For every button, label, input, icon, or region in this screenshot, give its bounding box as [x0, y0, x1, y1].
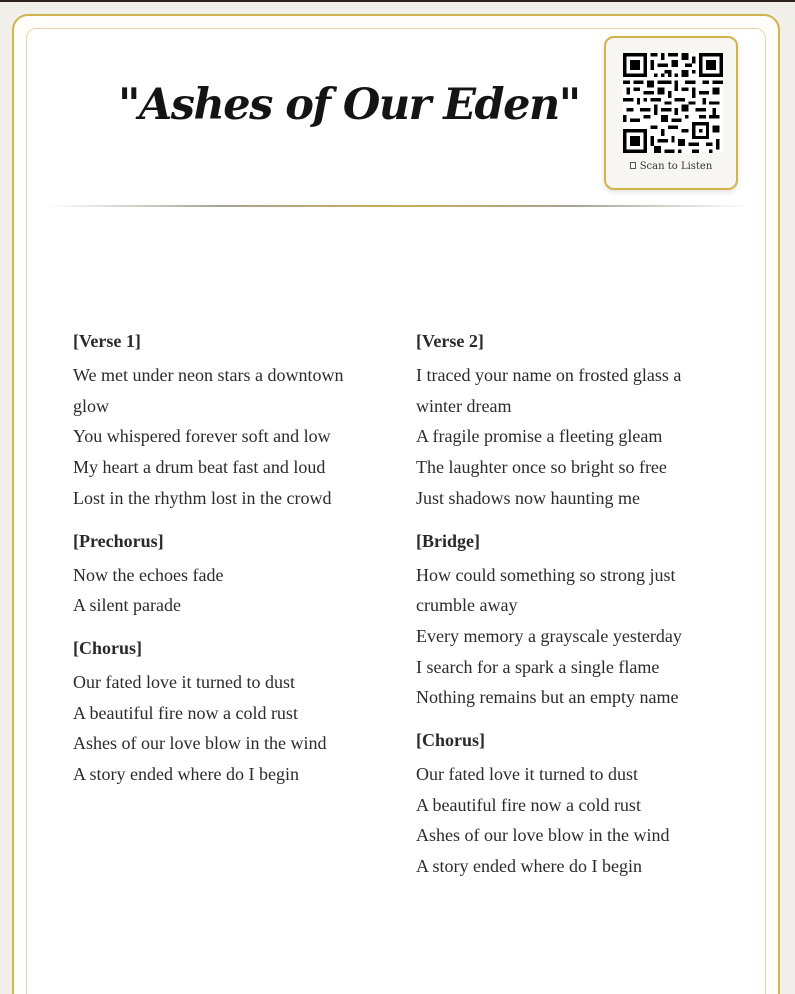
- lyric-line: Ashes of our love blow in the wind: [416, 825, 670, 846]
- lyric-line: You whispered forever soft and low: [73, 426, 331, 447]
- lyric-line: I search for a spark a single flame: [416, 656, 660, 677]
- section-label: [Verse 1]: [73, 331, 141, 351]
- lyric-line: crumble away: [416, 595, 518, 616]
- lyric-line: I traced your name on frosted glass a: [416, 365, 682, 385]
- section-label: [Prechorus]: [73, 530, 164, 551]
- lyrics-left-column: [73, 328, 393, 804]
- lyric-line: The laughter once so bright so free: [416, 457, 667, 478]
- qr-code-icon[interactable]: [623, 53, 723, 153]
- section-verse-2: [416, 328, 736, 514]
- lyric-line: A story ended where do I begin: [73, 764, 299, 785]
- title-divider: [46, 205, 750, 207]
- section-label: [Verse 2]: [416, 331, 484, 351]
- song-title: "Ashes of Our Eden": [118, 80, 580, 130]
- lyric-line: glow: [73, 395, 109, 416]
- lyric-line: We met under neon stars a downtown: [73, 365, 344, 385]
- qr-caption: [606, 161, 736, 172]
- section-chorus: [416, 727, 736, 882]
- lyrics-right-column: [416, 328, 736, 896]
- lyric-line: A silent parade: [73, 595, 181, 616]
- lyric-line: A beautiful fire now a cold rust: [416, 794, 641, 815]
- lyric-line: Lost in the rhythm lost in the crowd: [73, 487, 332, 508]
- qr-caption-text: Scan to Listen: [639, 161, 713, 172]
- lyric-line: A beautiful fire now a cold rust: [73, 702, 298, 723]
- section-label: [Bridge]: [416, 530, 480, 551]
- lyric-line: A fragile promise a fleeting gleam: [416, 426, 663, 447]
- lyric-line: Our fated love it turned to dust: [416, 764, 638, 785]
- box-glyph-icon: [630, 162, 636, 169]
- section-label: [Chorus]: [73, 637, 143, 658]
- qr-card[interactable]: [604, 36, 738, 190]
- lyric-line: A story ended where do I begin: [416, 856, 642, 877]
- section-prechorus: [73, 528, 393, 621]
- lyric-line: Nothing remains but an empty name: [416, 687, 679, 708]
- lyric-line: winter dream: [416, 395, 512, 416]
- section-bridge: [416, 528, 736, 714]
- lyric-line: Our fated love it turned to dust: [73, 671, 295, 692]
- lyric-line: Now the echoes fade: [73, 564, 224, 585]
- lyric-line: Every memory a grayscale yesterday: [416, 625, 682, 646]
- lyric-line: Just shadows now haunting me: [416, 487, 640, 508]
- section-label: [Chorus]: [416, 730, 486, 751]
- section-chorus: [73, 635, 393, 790]
- lyric-line: My heart a drum beat fast and loud: [73, 457, 326, 478]
- lyric-line: Ashes of our love blow in the wind: [73, 733, 327, 754]
- window-top-edge: [0, 0, 795, 2]
- section-verse-1: [73, 328, 393, 514]
- lyric-line: How could something so strong just: [416, 564, 676, 585]
